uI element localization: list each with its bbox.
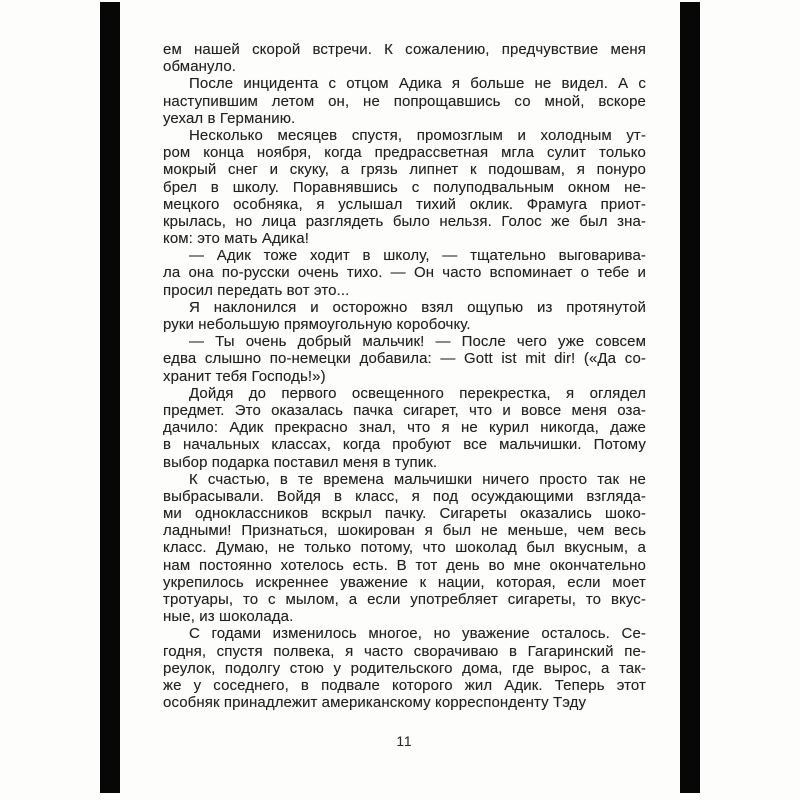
text-line: — Адик тоже ходит в школу, — тщательно выговарива- (189, 247, 646, 265)
text-line: в начальных классах, когда пробуют все мальчишки. Потому (163, 436, 646, 454)
left-gutter-shadow-bar (100, 2, 120, 793)
text-line: ком: это мать Адика! (163, 230, 309, 248)
text-line: дачило: Адик прекрасно знал, что я не курил никогда, даже (163, 419, 646, 437)
text-line: уехал в Германию. (163, 109, 296, 127)
text-line: едва слышно по-немецки добавила: — Gott ist mit dir! («Да со- (163, 350, 646, 368)
text-line: Я наклонился и осторожно взял ощупью из протянутой (189, 298, 646, 316)
text-line: особняк принадлежит американскому корреспонденту Тэду (163, 694, 587, 712)
text-line: обмануло. (163, 58, 237, 76)
text-line: реулок, подолгу стою у родительского дома, где вырос, а так- (163, 659, 646, 677)
text-line: же у соседнего, в подвале которого жил Адик. Теперь этот (163, 676, 646, 694)
text-line: ла она по-русски очень тихо. — Он часто вспоминает о тебе и (163, 264, 646, 282)
text-line: укрепилось искреннее уважение к нации, которая, если моет (163, 573, 646, 591)
text-line: мокрый снег и скуку, а грязь липнет к подошвам, я понуро (163, 161, 646, 179)
text-line: просил передать вот это... (163, 281, 350, 299)
text-line: ром конца ноября, когда предрассветная мгла сулит только (163, 144, 646, 162)
text-line: — Ты очень добрый мальчик! — После чего уже совсем (189, 333, 646, 351)
text-line: Дойдя до первого освещенного перекрестка, я оглядел (189, 384, 646, 402)
text-line: ем нашей скорой встречи. К сожалению, предчувствие меня (163, 41, 646, 58)
text-line: К счастью, в те времена мальчишки ничего просто так не (189, 470, 646, 488)
text-line: брел в школу. Поравнявшись с полуподвальным окном не- (163, 178, 646, 196)
text-line: тротуары, то с мылом, а если употребляет сигареты, то вкус- (163, 591, 646, 608)
text-line: ладными! Признаться, шокирован я был не меньше, чем весь (163, 522, 646, 540)
text-line: ные, из шоколада. (163, 608, 294, 626)
text-line: С годами изменилось многое, но уважение осталось. Се- (189, 625, 646, 643)
text-line: годня, спустя полвека, я часто сворачиваю в Гагаринский пе- (163, 642, 646, 660)
text-line: ми одноклассников вскрыл пачку. Сигареты оказались шоко- (163, 505, 646, 523)
text-line: предмет. Это оказалась пачка сигарет, что и вовсе меня оза- (163, 401, 646, 419)
text-line: наступившим летом он, не попрощавшись со мной, вскоре (163, 92, 646, 110)
text-line: хранит тебя Господь!») (163, 367, 326, 385)
text-line: выбрасывали. Войдя в класс, я под осуждающими взгляда- (163, 487, 646, 505)
text-line: Несколько месяцев спустя, промозглым и холодным ут- (189, 126, 646, 144)
text-line: выбор подарка поставил меня в тупик. (163, 453, 438, 471)
page-text-block (163, 41, 646, 711)
text-line: нам постоянно хотелось есть. В тот день во мне окончательно (163, 556, 646, 574)
text-line: руки небольшую прямоугольную коробочку. (163, 316, 471, 333)
right-gutter-shadow-bar (680, 2, 700, 793)
text-line: крылась, но лица разглядеть было нельзя. Голос же был зна- (163, 212, 646, 230)
text-line: После инцидента с отцом Адика я больше не видел. А с (189, 75, 646, 93)
text-line: мецкого особняка, я услышал тихий оклик. Фрамуга приот- (163, 195, 646, 213)
page-number: 11 (396, 734, 413, 749)
text-line: класс. Думаю, не только потому, что шоколад был вкусным, а (163, 539, 646, 557)
